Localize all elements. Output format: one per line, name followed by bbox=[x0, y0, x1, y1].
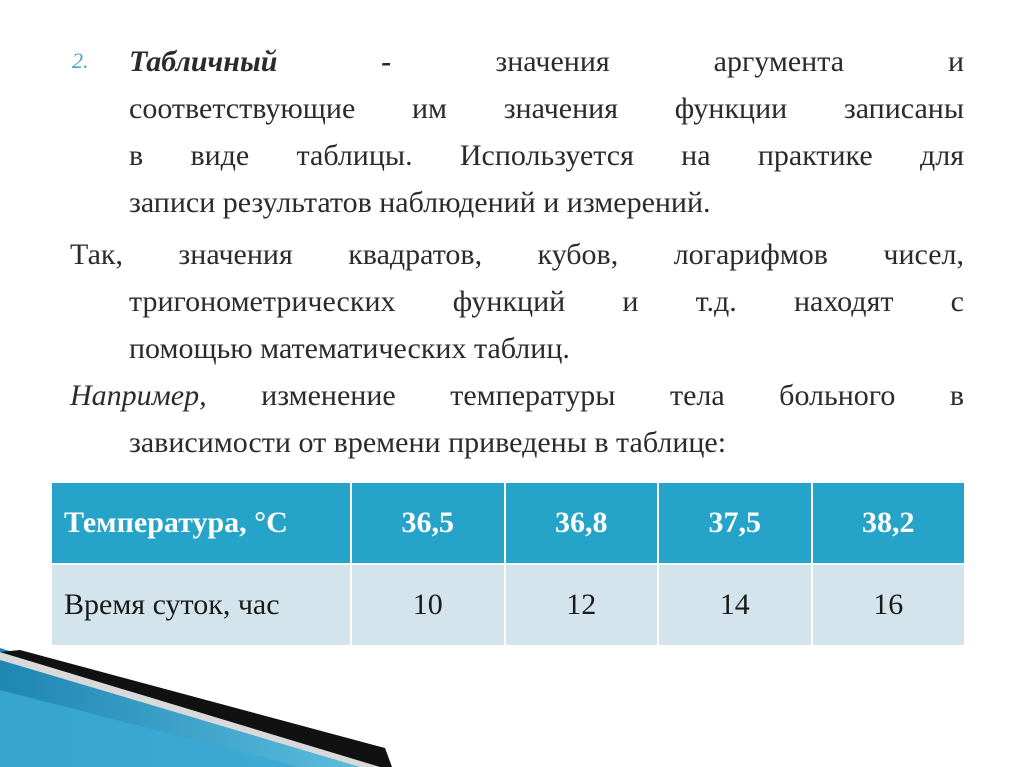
example-line-2: зависимости от времени приведены в таблице: bbox=[129, 426, 727, 459]
definition-text-1: значения аргумента и bbox=[495, 45, 965, 78]
row-cell: 14 bbox=[658, 564, 812, 646]
list-marker: 2. bbox=[72, 48, 89, 73]
ribbon-light-shape bbox=[0, 690, 300, 767]
header-cell: 38,2 bbox=[812, 482, 966, 564]
ribbon-blue-shape bbox=[0, 648, 378, 767]
ribbon-grey-shape bbox=[0, 652, 380, 767]
examples-paragraph bbox=[70, 231, 964, 372]
table-header-row bbox=[51, 482, 965, 564]
definition-line-3: в виде таблицы. Используется на практике для bbox=[129, 139, 964, 172]
example-paragraph bbox=[70, 372, 964, 466]
definition-line-1 bbox=[129, 38, 964, 85]
example-line-1 bbox=[70, 372, 964, 419]
ribbon-dark-shape bbox=[0, 650, 392, 767]
definition-line-4: записи результатов наблюдений и измерений. bbox=[129, 186, 711, 219]
header-cell: 36,8 bbox=[505, 482, 659, 564]
definition-paragraph bbox=[129, 38, 964, 226]
example-lead: Например, bbox=[70, 379, 207, 412]
example-rest: изменение температуры тела больного в bbox=[261, 379, 964, 412]
row-cell: 12 bbox=[505, 564, 659, 646]
row-cell-label: Время суток, час bbox=[51, 564, 351, 646]
header-cell: 37,5 bbox=[658, 482, 812, 564]
examples-line-3: помощью математических таблиц. bbox=[129, 332, 570, 365]
row-cell: 16 bbox=[812, 564, 966, 646]
temperature-table bbox=[50, 481, 966, 647]
term: Табличный bbox=[129, 45, 278, 78]
examples-line-2: тригонометрических функций и т.д. находят с bbox=[129, 285, 964, 318]
table-row bbox=[51, 564, 965, 646]
examples-line-1: Так, значения квадратов, кубов, логарифмов чисел, bbox=[70, 238, 964, 271]
header-cell-label: Температура, °С bbox=[51, 482, 351, 564]
row-cell: 10 bbox=[351, 564, 505, 646]
term-dash: - bbox=[381, 45, 392, 78]
header-cell: 36,5 bbox=[351, 482, 505, 564]
definition-line-2: соответствующие им значения функции записаны bbox=[129, 92, 964, 125]
